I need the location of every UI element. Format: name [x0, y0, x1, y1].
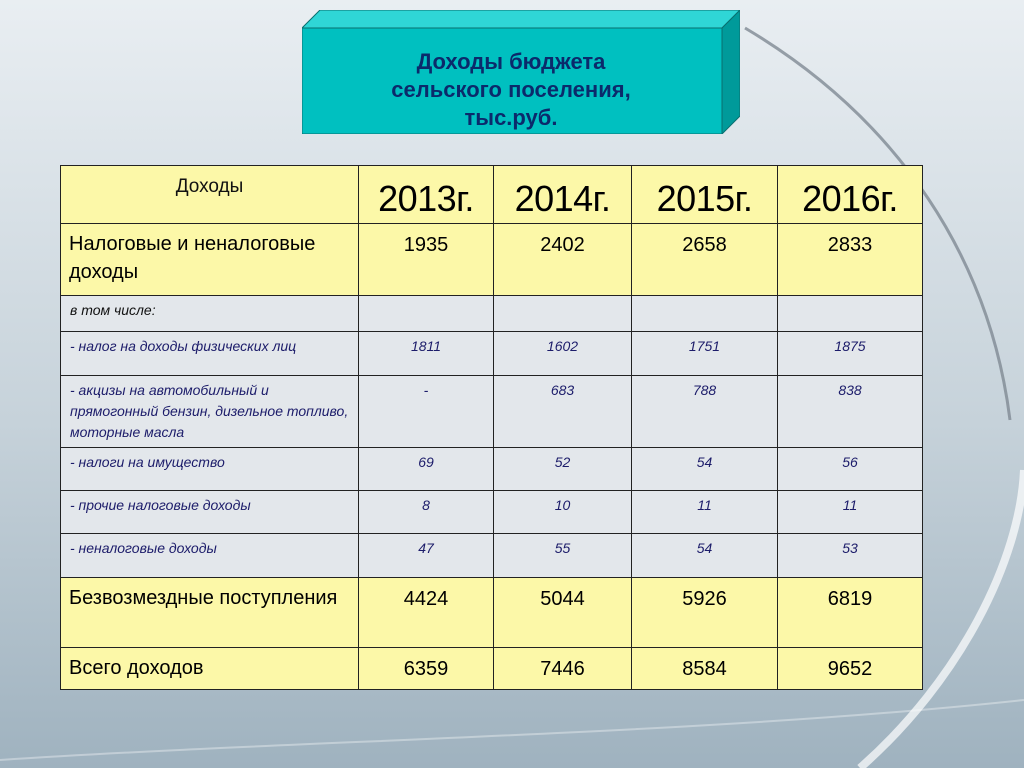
header-income-label: Доходы — [61, 166, 359, 224]
cell-2016: 1875 — [778, 332, 923, 376]
header-year-2013: 2013г. — [359, 166, 494, 224]
cell-2015 — [632, 296, 778, 332]
cell-2016: 838 — [778, 376, 923, 448]
cell-2015: 8584 — [632, 648, 778, 690]
cell-2015: 788 — [632, 376, 778, 448]
cell-2016: 11 — [778, 491, 923, 534]
row-label: в том числе: — [61, 296, 359, 332]
row-label: Безвозмездные поступления — [61, 578, 359, 648]
cell-2015: 11 — [632, 491, 778, 534]
table-row-excise — [61, 376, 923, 448]
title-line-2: сельского поселения, — [391, 77, 631, 102]
title-line-3: тыс.руб. — [464, 105, 558, 130]
row-label: Налоговые и неналоговые доходы — [61, 224, 359, 296]
table-row-tax-nontax — [61, 224, 923, 296]
cell-2014: 683 — [494, 376, 632, 448]
table-row-nontax — [61, 534, 923, 578]
cell-2013: 1811 — [359, 332, 494, 376]
cell-2016: 2833 — [778, 224, 923, 296]
cell-2013: 69 — [359, 448, 494, 491]
page-title — [302, 38, 720, 142]
cell-2015: 5926 — [632, 578, 778, 648]
cell-2014 — [494, 296, 632, 332]
cell-2013: 47 — [359, 534, 494, 578]
title-box — [302, 10, 740, 134]
cell-2016: 56 — [778, 448, 923, 491]
cell-2013: 6359 — [359, 648, 494, 690]
income-table — [60, 165, 923, 690]
title-line-1: Доходы бюджета — [416, 49, 606, 74]
cell-2014: 1602 — [494, 332, 632, 376]
row-label: - неналоговые доходы — [61, 534, 359, 578]
table-row-other-tax — [61, 491, 923, 534]
cell-2015: 54 — [632, 448, 778, 491]
cell-2014: 7446 — [494, 648, 632, 690]
row-label: - налоги на имущество — [61, 448, 359, 491]
table-row-including — [61, 296, 923, 332]
header-year-2016: 2016г. — [778, 166, 923, 224]
cell-2016: 6819 — [778, 578, 923, 648]
row-label: - налог на доходы физических лиц — [61, 332, 359, 376]
cell-2014: 10 — [494, 491, 632, 534]
cell-2014: 52 — [494, 448, 632, 491]
cell-2016 — [778, 296, 923, 332]
cell-2013: 4424 — [359, 578, 494, 648]
cell-2015: 2658 — [632, 224, 778, 296]
table-row-personal-income-tax — [61, 332, 923, 376]
cell-2016: 53 — [778, 534, 923, 578]
cell-2015: 1751 — [632, 332, 778, 376]
row-label: - акцизы на автомобильный и прямогонный бензин, дизельное топливо, моторные масла — [61, 376, 359, 448]
row-label: Всего доходов — [61, 648, 359, 690]
cell-2013: 1935 — [359, 224, 494, 296]
row-label: - прочие налоговые доходы — [61, 491, 359, 534]
cell-2013 — [359, 296, 494, 332]
header-year-2014: 2014г. — [494, 166, 632, 224]
table-row-property-tax — [61, 448, 923, 491]
cell-2013: - — [359, 376, 494, 448]
cell-2014: 2402 — [494, 224, 632, 296]
cell-2014: 5044 — [494, 578, 632, 648]
table-row-total-income — [61, 648, 923, 690]
cell-2013: 8 — [359, 491, 494, 534]
cell-2014: 55 — [494, 534, 632, 578]
cell-2016: 9652 — [778, 648, 923, 690]
cell-2015: 54 — [632, 534, 778, 578]
header-year-2015: 2015г. — [632, 166, 778, 224]
table-header-row — [61, 166, 923, 224]
table-row-gratuitous-receipts — [61, 578, 923, 648]
